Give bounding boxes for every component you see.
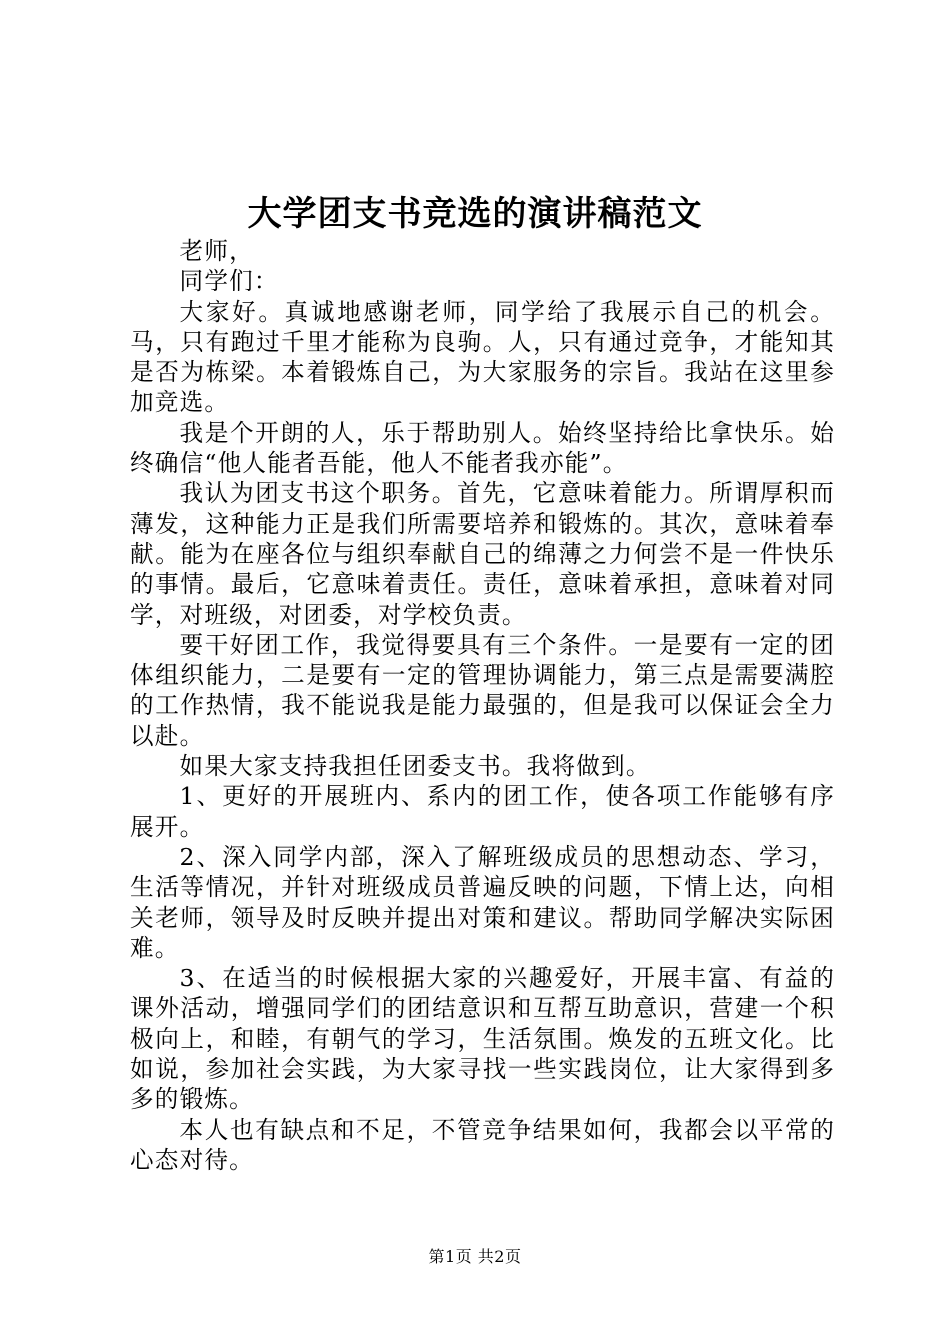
paragraph-greeting: 大家好。真诚地感谢老师，同学给了我展示自己的机会。马，只有跑过千里才能称为良驹。人，只有通过竞争，才能知其是否为栋梁。本着锻炼自己，为大家服务的宗旨。我站在这里参加竞选。 [130, 297, 835, 417]
paragraph-conditions: 要干好团工作，我觉得要具有三个条件。一是要有一定的团体组织能力，二是要有一定的管理协调能力，第三点是需要满腔的工作热情，我不能说我是能力最强的，但是我可以保证会全力以赴。 [130, 630, 835, 750]
page-number-footer: 第1页 共2页 [428, 1247, 522, 1266]
list-item-2: 2、深入同学内部，深入了解班级成员的思想动态、学习，生活等情况，并针对班级成员普遍反映的问题，下情上达，向相关老师，领导及时反映并提出对策和建议。帮助同学解决实际困难。 [130, 842, 835, 962]
list-item-1: 1、更好的开展班内、系内的团工作，使各项工作能够有序展开。 [130, 782, 835, 841]
paragraph-personality: 我是个开朗的人，乐于帮助别人。始终坚持给比拿快乐。始终确信“他人能者吾能，他人不能者我亦能”。 [130, 418, 835, 478]
salutation-teachers: 老师， [179, 237, 254, 265]
list-item-3: 3、在适当的时候根据大家的兴趣爱好，开展丰富、有益的课外活动，增强同学们的团结意识和互帮互助意识，营建一个积极向上，和睦，有朝气的学习，生活氛围。焕发的五班文化。比如说，参加社会实践，为大家寻找一些实践岗位，让大家得到多多的锻炼。 [130, 964, 835, 1114]
salutation-classmates: 同学们： [179, 267, 279, 296]
paragraph-closing: 本人也有缺点和不足，不管竞争结果如何，我都会以平常的心态对待。 [130, 1115, 835, 1174]
paragraph-commitment-intro: 如果大家支持我担任团委支书。我将做到。 [179, 752, 651, 781]
paragraph-role-meaning: 我认为团支书这个职务。首先，它意味着能力。所谓厚积而薄发，这种能力正是我们所需要培养和锻炼的。其次，意味着奉献。能为在座各位与组织奉献自己的绵薄之力何尝不是一件快乐的事情。最后，它意味着责任。责任，意味着承担，意味着对同学，对班级，对团委，对学校负责。 [130, 479, 835, 629]
document-title: 大学团支书竞选的演讲稿范文 [247, 194, 703, 234]
document-body [130, 236, 835, 1175]
